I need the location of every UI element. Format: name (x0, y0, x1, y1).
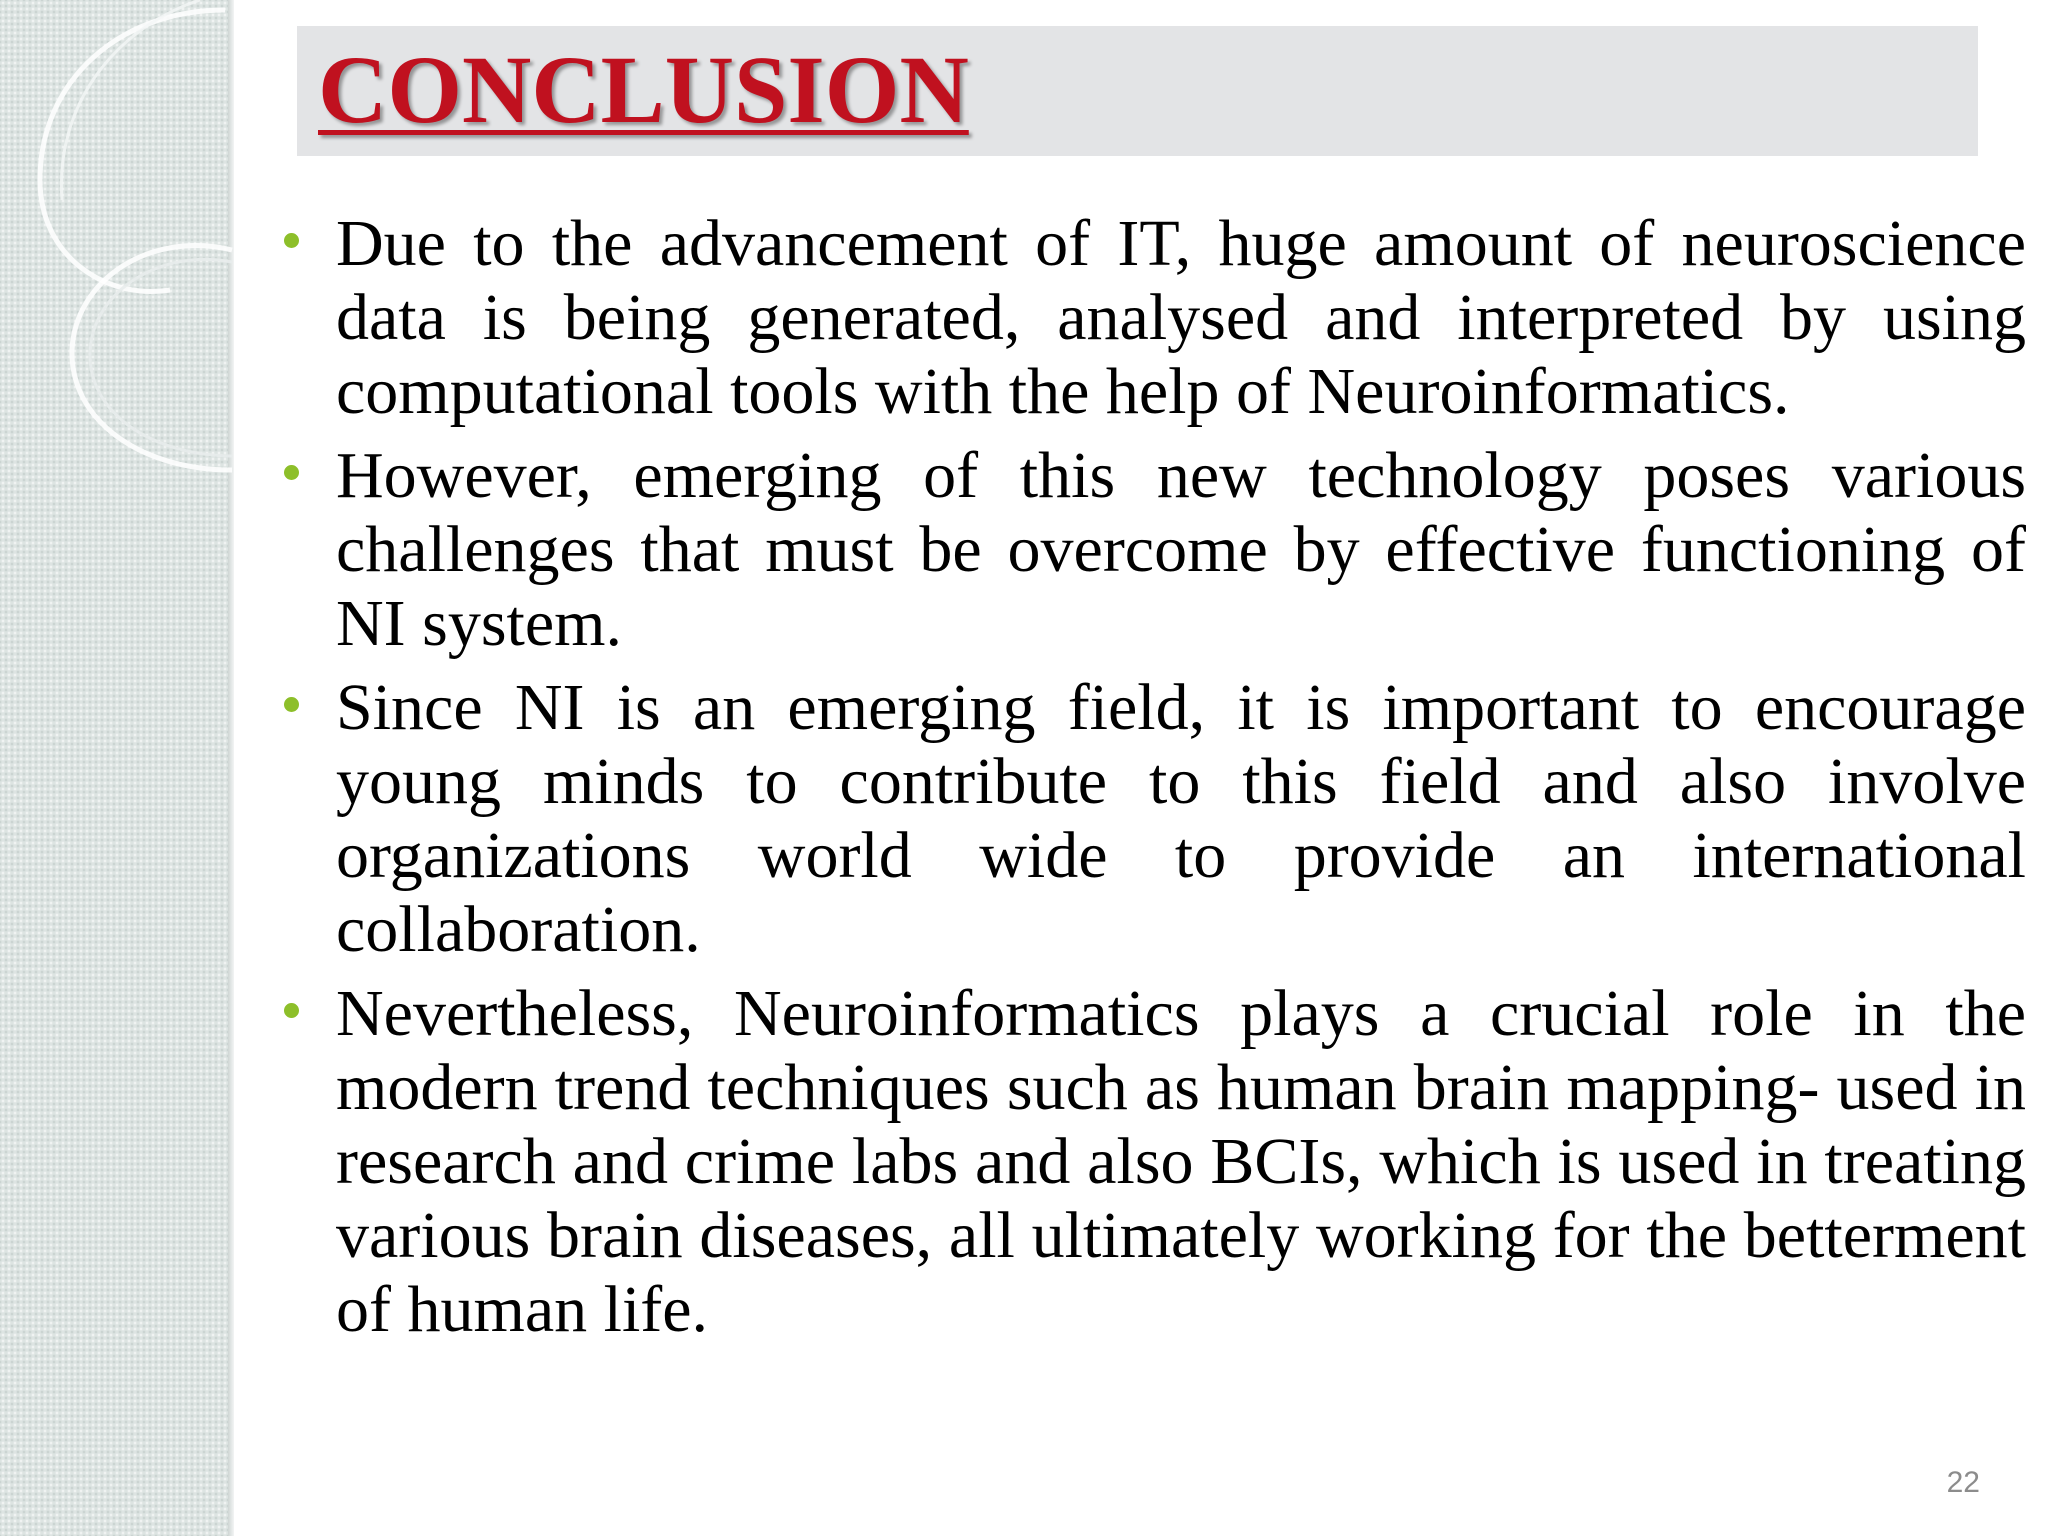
bullet-item (272, 977, 2026, 1347)
decorative-arc-icon (0, 0, 234, 520)
bullet-dot-icon (284, 465, 299, 480)
bullet-text: Since NI is an emerging field, it is important to encourage young minds to contribute to this field and also involve organizations world wide to provide an international collaboration. (336, 671, 2026, 966)
slide-title: CONCLUSION (318, 36, 969, 143)
bullet-text: However, emerging of this new technology poses various challenges that must be overcome by effective functioning of NI system. (336, 439, 2026, 660)
bullet-text: Due to the advancement of IT, huge amount of neuroscience data is being generated, analysed and interpreted by using computational tools with the help of Neuroinformatics. (336, 207, 2026, 428)
bullet-dot-icon (284, 233, 299, 248)
bullet-list (272, 207, 2026, 1357)
bullet-dot-icon (284, 697, 299, 712)
slide-number: 22 (1946, 1466, 1980, 1499)
bullet-text: Nevertheless, Neuroinformatics plays a crucial role in the modern trend techniques such as human brain mapping- used in research and crime labs and also BCIs, which is used in treating various brain diseases, all ultimately working for the betterment of human life. (336, 977, 2026, 1346)
bullet-dot-icon (284, 1003, 299, 1018)
bullet-item (272, 207, 2026, 429)
bullet-item (272, 439, 2026, 661)
bullet-item (272, 671, 2026, 967)
